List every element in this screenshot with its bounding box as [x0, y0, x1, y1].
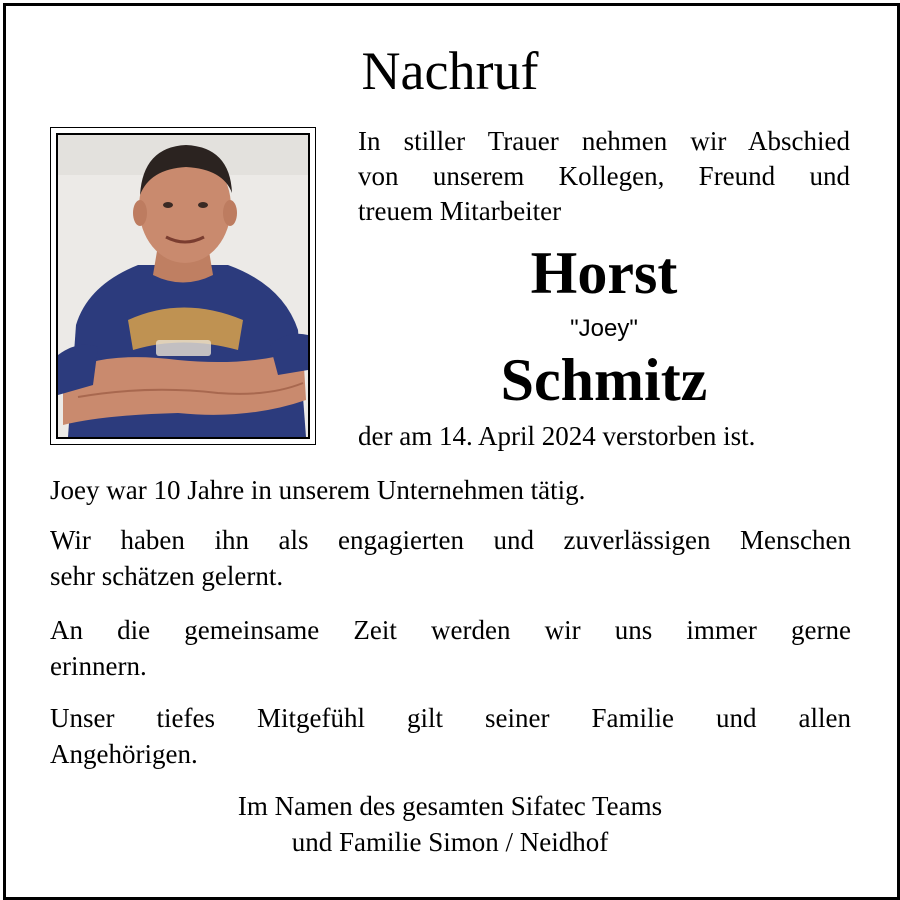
- intro-text: [358, 124, 850, 229]
- signature-line: Im Namen des gesamten Sifatec Teams: [237, 791, 663, 821]
- portrait-photo: [56, 133, 310, 439]
- death-date-line: der am 14. April 2024 verstorben ist.: [358, 421, 756, 451]
- deceased-nickname: "Joey": [570, 315, 638, 342]
- intro-line: In stiller Trauer nehmen wir Abschied: [358, 126, 850, 156]
- paragraph-line: Unser tiefes Mitgefühl gilt seiner Familie und allen: [50, 703, 851, 733]
- signature-block: [0, 788, 900, 860]
- paragraph-line: An die gemeinsame Zeit werden wir uns immer gerne: [50, 615, 851, 645]
- paragraph-line: erinnern.: [50, 651, 147, 681]
- portrait-image: [58, 135, 308, 437]
- paragraph-line: Wir haben ihn als engagierten und zuverlässigen Menschen: [50, 525, 851, 555]
- paragraph-line: Joey war 10 Jahre in unserem Unternehmen tätig.: [50, 475, 586, 505]
- paragraph-appreciation: [50, 522, 851, 594]
- deceased-first-name: Horst: [530, 240, 678, 306]
- paragraph-line: Angehörigen.: [50, 739, 198, 769]
- paragraph-line: sehr schätzen gelernt.: [50, 561, 284, 591]
- portrait-frame: [50, 127, 316, 445]
- notice-title: Nachruf: [361, 41, 539, 101]
- paragraph-condolence: [50, 700, 851, 772]
- paragraph-remembrance: [50, 612, 851, 684]
- deceased-last-name: Schmitz: [500, 347, 708, 413]
- intro-line: von unserem Kollegen, Freund und: [358, 161, 850, 191]
- paragraph-tenure: [50, 472, 851, 508]
- signature-line: und Familie Simon / Neidhof: [291, 827, 609, 857]
- intro-line: treuem Mitarbeiter: [358, 196, 562, 226]
